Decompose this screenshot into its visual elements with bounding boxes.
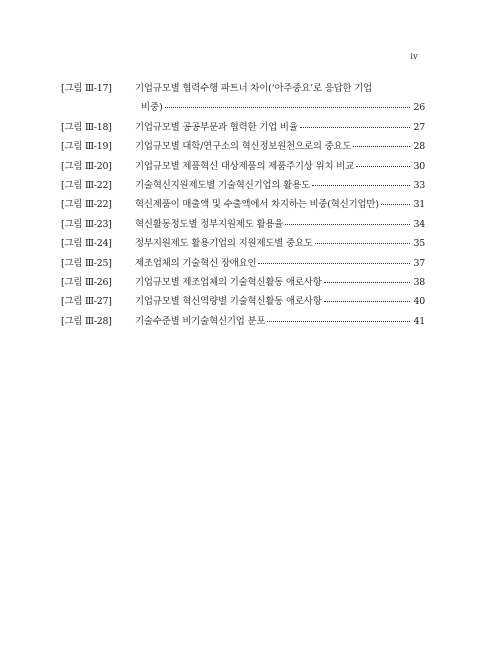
figure-label: [그림 Ⅲ-19] (61, 141, 112, 153)
page-ref: 40 (413, 296, 425, 308)
page-ref: 26 (413, 102, 425, 114)
figure-label: [그림 Ⅲ-25] (61, 257, 112, 269)
dot-leader (381, 204, 410, 205)
figure-title: 기업규모별 혁신역량별 기술혁신활동 애로사항 (135, 296, 322, 308)
dot-leader (324, 282, 410, 283)
dot-leader (285, 224, 410, 225)
figure-label: [그림 Ⅲ-28] (61, 315, 112, 327)
figure-title: 제조업체의 기술혁신 장애요인 (135, 257, 257, 269)
dot-leader (258, 263, 410, 264)
page-ref: 28 (413, 141, 425, 153)
dot-leader (165, 107, 410, 108)
figure-title: 기술혁신지원제도별 기술혁신기업의 활용도 (135, 180, 310, 192)
dot-leader (315, 243, 410, 244)
figure-title: 기업규모별 제품혁신 대상제품의 제품주기상 위치 비교 (135, 160, 354, 172)
figure-title-continued: 비중) (141, 102, 163, 114)
toc-entry-fig-3-22a[interactable] (61, 176, 425, 195)
page-ref: 27 (413, 121, 425, 133)
figure-label: [그림 Ⅲ-17] (61, 83, 112, 94)
toc-entry-fig-3-18[interactable] (61, 118, 425, 137)
page-ref: 30 (413, 160, 425, 172)
figure-title: 기업규모별 대학/연구소의 혁신정보원천으로의 중요도 (135, 141, 352, 153)
toc-entry-fig-3-19[interactable] (61, 137, 425, 156)
dot-leader (300, 127, 410, 128)
toc-entry-fig-3-17[interactable] (61, 79, 425, 118)
dot-leader (267, 321, 410, 322)
dot-leader (324, 301, 410, 302)
page-ref: 31 (413, 199, 425, 211)
figure-title: 기업규모별 공공부문과 협력한 기업 비율 (135, 121, 298, 133)
page-ref: 41 (413, 315, 425, 327)
dot-leader (356, 166, 410, 167)
figure-title: 기술수준별 비기술혁신기업 분포 (135, 315, 266, 327)
toc-entry-fig-3-25[interactable] (61, 254, 425, 273)
page-ref: 33 (413, 180, 425, 192)
page-ref: 37 (413, 257, 425, 269)
page-number: iv (410, 52, 418, 61)
page-ref: 38 (413, 277, 425, 289)
figure-title: 혁신제품이 매출액 및 수출액에서 차지하는 비중(혁신기업만) (135, 199, 379, 211)
figure-label: [그림 Ⅲ-22] (61, 199, 112, 211)
figure-label: [그림 Ⅲ-23] (61, 218, 112, 230)
figure-label: [그림 Ⅲ-24] (61, 238, 112, 250)
figure-label: [그림 Ⅲ-22] (61, 180, 112, 192)
dot-leader (353, 146, 410, 147)
toc-entry-fig-3-27[interactable] (61, 292, 425, 311)
toc-entry-fig-3-20[interactable] (61, 157, 425, 176)
toc-entry-fig-3-23[interactable] (61, 215, 425, 234)
page-ref: 34 (413, 218, 425, 230)
dot-leader (312, 185, 410, 186)
table-of-figures (61, 79, 425, 331)
figure-title: 혁신활동정도별 정부지원제도 활용율 (135, 218, 284, 230)
toc-entry-fig-3-22b[interactable] (61, 195, 425, 214)
toc-entry-fig-3-24[interactable] (61, 234, 425, 253)
figure-label: [그림 Ⅲ-27] (61, 296, 112, 308)
page-ref: 35 (413, 238, 425, 250)
figure-label: [그림 Ⅲ-18] (61, 121, 112, 133)
toc-entry-fig-3-28[interactable] (61, 312, 425, 331)
figure-title: 기업규모별 협력수행 파트너 차이(‘아주중요’로 응답한 기업 (135, 83, 373, 94)
toc-entry-fig-3-26[interactable] (61, 273, 425, 292)
figure-label: [그림 Ⅲ-20] (61, 160, 112, 172)
figure-label: [그림 Ⅲ-26] (61, 277, 112, 289)
figure-title: 정부지원제도 활용기업의 지원제도별 중요도 (135, 238, 313, 250)
figure-title: 기업규모별 제조업체의 기술혁신활동 애로사항 (135, 277, 322, 289)
